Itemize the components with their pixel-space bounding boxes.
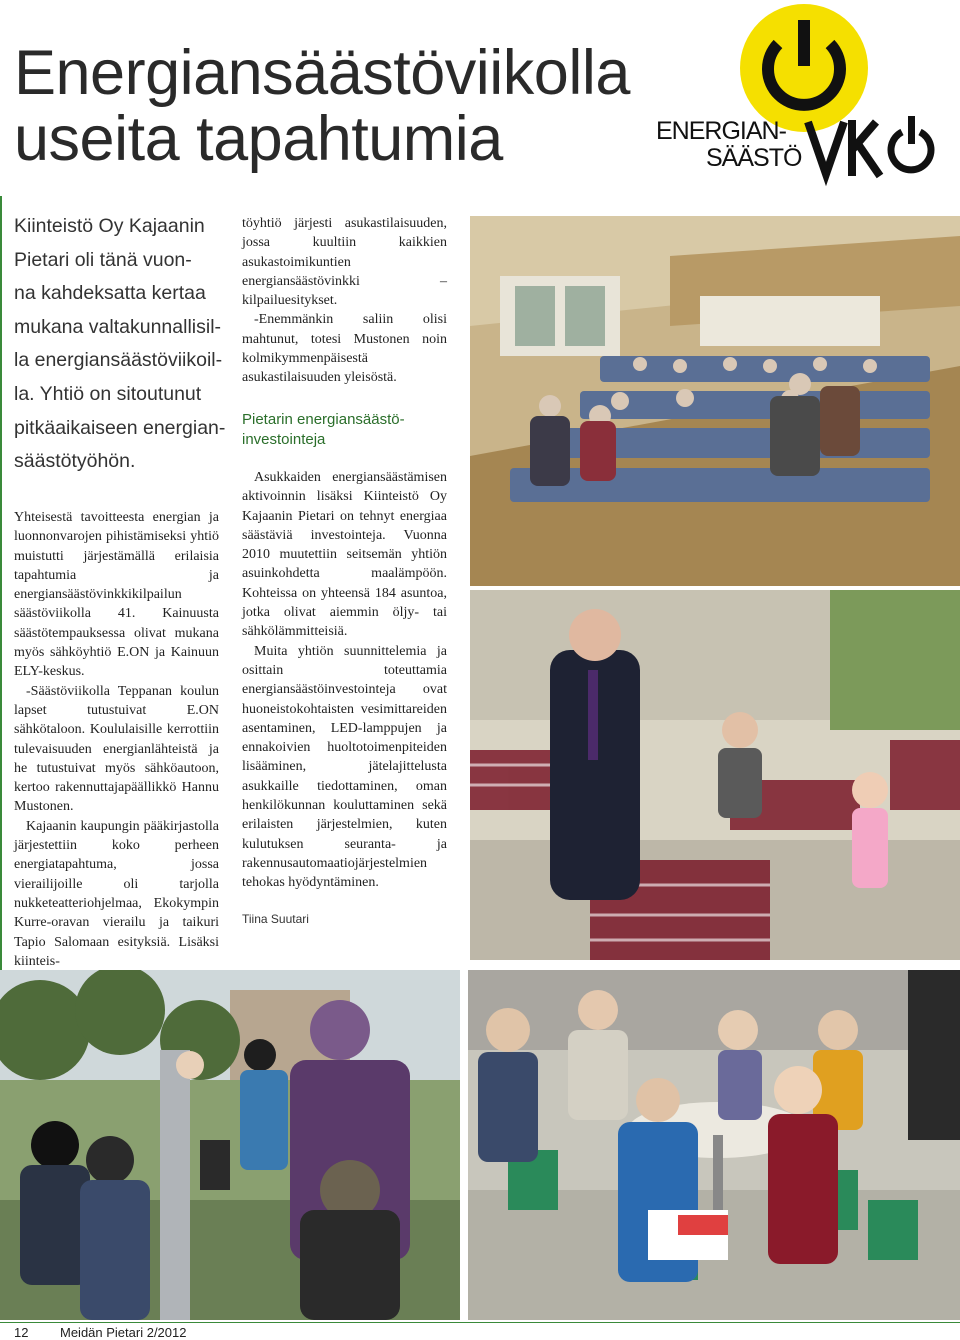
photo-children-at-table xyxy=(468,970,960,1320)
paragraph: Yhteisestä tavoitteesta energian ja luonnonvarojen pihistämiseksi yhtiö muistutti järjestämällä erilaisia tapahtumia ja energiansäästövinkkikilpailun säästöviikolla 41. Kainuusta säästötempauksessa olivat mukana myös sähköyhtiö E.ON ja Kainuun ELY-keskus. xyxy=(14,510,219,680)
photo-children-charging-station xyxy=(0,970,460,1320)
photo-auditorium-audience xyxy=(470,216,960,586)
lead-paragraph xyxy=(14,210,226,479)
lead-line: mukana valtakunnallisil- xyxy=(14,315,222,338)
magazine-name: Meidän Pietari 2/2012 xyxy=(60,1325,187,1340)
paragraph: Asukkaiden energiansäästämisen aktivoinnin lisäksi Kiinteistö Oy Kajaanin Pietari on tehnyt energiaa säästäviä investointeja. Vuonna 2010 muutettiin seitsemän yhtiön asuinkohdetta maalämpöön. Kohteissa on yhteensä 184 asuntoa, jotka olivat aiemmin öljy- tai sähkölämmitteisiä. xyxy=(242,470,447,640)
paragraph: -Enemmänkin saliin olisi mahtunut, totesi Mustonen noin kolmikymmenpäisestä asukastilaisuuden yleisöstä. xyxy=(242,312,447,386)
lead-line: la. Yhtiö on sitoutunut xyxy=(14,382,202,405)
author-byline: Tiina Suutari xyxy=(242,912,309,926)
subheading-line-2: investointeja xyxy=(242,431,326,448)
lead-line: pitkäaikaiseen energian- xyxy=(14,416,226,439)
body-column-1 xyxy=(14,508,219,971)
lead-line: Pietari oli tänä vuon- xyxy=(14,248,192,271)
body-column-2-top xyxy=(242,214,447,388)
page-number: 12 xyxy=(14,1325,29,1340)
logo-text xyxy=(656,118,801,172)
photo-magician-children xyxy=(470,590,960,960)
logo-line-2: SÄÄSTÖ xyxy=(706,144,802,172)
lead-line: la energiansäästöviikoil- xyxy=(14,349,223,372)
page-title xyxy=(14,40,714,172)
footer-rule xyxy=(0,1322,960,1323)
subheading-line-1: Pietarin energiansäästö- xyxy=(242,411,405,428)
title-line-1: Energiansäästöviikolla xyxy=(14,38,630,108)
title-line-2: useita tapahtumia xyxy=(14,104,503,174)
energiansaasto-vko-logo xyxy=(650,0,950,200)
paragraph: Muita yhtiön suunnittelemia ja osittain toteuttamia energiansäästöinvestointeja ovat huoneistokohtaisten vesimittareiden asentaminen, LED-lamppujen ja ennakoivien huoltotoimenpiteiden lisääminen, jätelajittelusta asukkaille tiedottaminen, oman henkilökunnan kouluttaminen sekä erilaisten järjestelmien, kuten kulutuksen seuranta- ja rakennusautomaatiojärjestelmien tehokas hyödyntäminen. xyxy=(242,643,447,891)
subheading xyxy=(242,410,462,450)
body-column-2-bottom xyxy=(242,468,447,893)
lead-line: säästötyöhön. xyxy=(14,450,136,473)
paragraph: töyhtiö järjesti asukastilaisuuden, jossa kuultiin kaikkien asukastoimikuntien energiansäästövinkki – kilpailuesitykset. xyxy=(242,216,447,309)
paragraph: -Säästöviikolla Teppanan koulun lapset tutustuivat E.ON sähkötaloon. Koululaisille kerrottiin tulevaisuuden energianlähteistä ja he tutustuivat myös sähköautoon, kertoo rakennuttajapäällikkö Hannu Mustonen. xyxy=(14,683,219,815)
logo-line-1: ENERGIAN- xyxy=(656,117,786,145)
lead-line: Kiinteistö Oy Kajaanin xyxy=(14,215,205,237)
green-left-rule xyxy=(0,196,2,974)
paragraph: Kajaanin kaupungin pääkirjastolla järjestettiin koko perheen energiatapahtuma, jossa vierailijoille oli tarjolla nukketeatteriohjelmaa, Ekokympin Kurre-oravan vierailu ja taikuri Tapio Salomaan esityksiä. Lisäksi kiinteis- xyxy=(14,818,219,969)
lead-line: na kahdeksatta kertaa xyxy=(14,282,206,305)
